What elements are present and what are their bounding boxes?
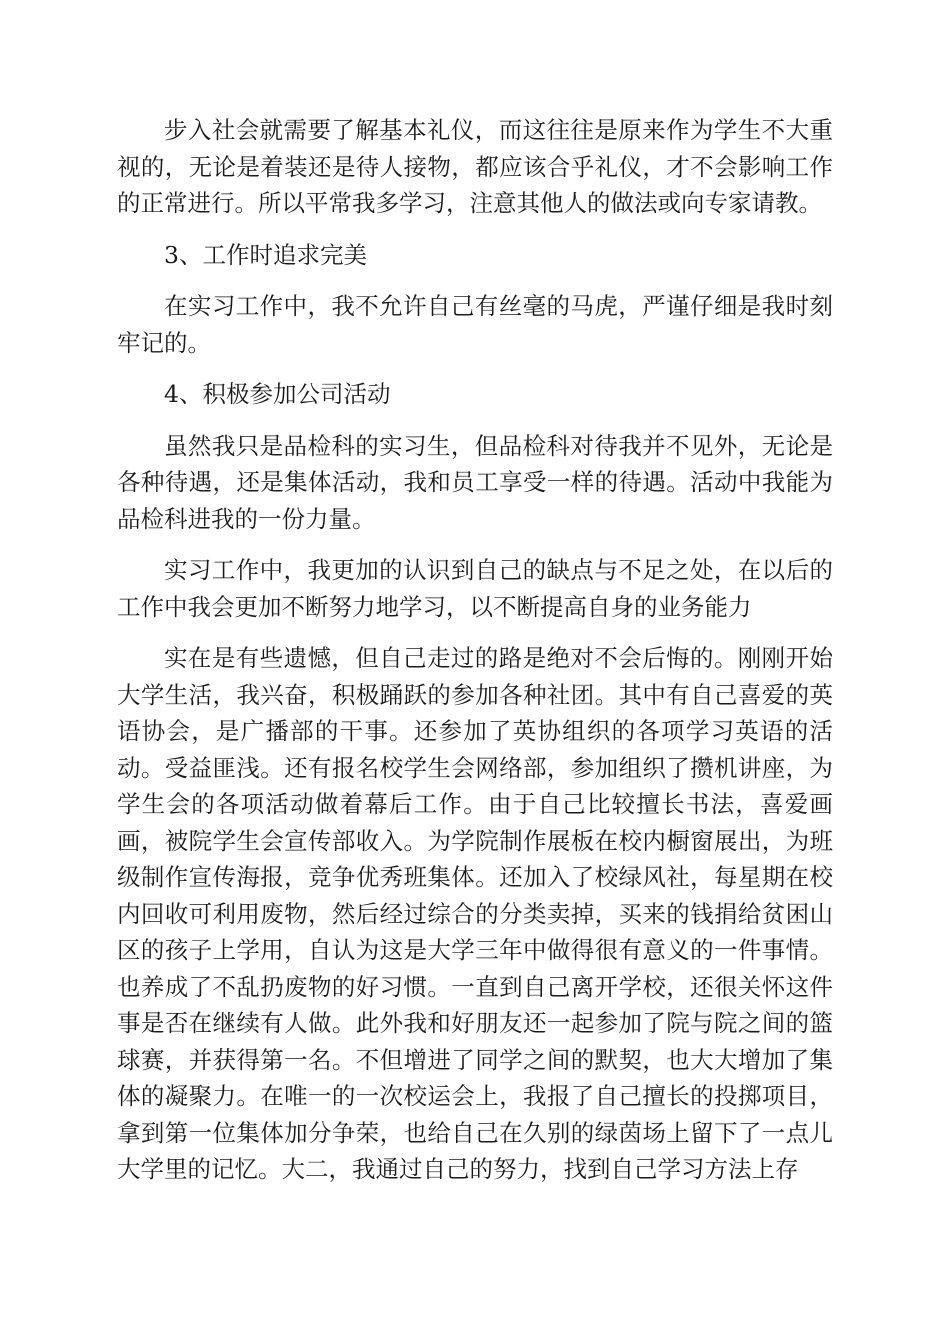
paragraph-company-activities: 虽然我只是品检科的实习生，但品检科对待我并不见外，无论是各种待遇，还是集体活动，我和员工享受一样的待遇。活动中我能为品检科进我的一份力量。: [117, 431, 833, 533]
paragraph-etiquette: 步入社会就需要了解基本礼仪，而这往往是原来作为学生不大重视的，无论是着装还是待人接物，都应该合乎礼仪，才不会影响工作的正常进行。所以平常我多学习，注意其他人的做法或向专家请教。: [117, 116, 833, 217]
paragraph-shortcomings: 实习工作中，我更加的认识到自己的缺点与不足之处，在以后的工作中我会更加不断努力地学习，以不断提高自身的业务能力: [117, 556, 833, 621]
paragraph-university-life: 实在是有些遗憾，但自己走过的路是绝对不会后悔的。刚刚开始大学生活，我兴奋，积极踊跃的参加各种社团。其中有自己喜爱的英语协会，是广播部的干事。还参加了英协组织的各项学习英语的活动。受益匪浅。还有报名校学生会网络部，参加组织了攒机讲座，为学生会的各项活动做着幕后工作。由于自己比较擅长书法，喜爱画画，被院学生会宣传部收入。为学院制作展板在校内橱窗展出，为班级制作宣传海报，竞争优秀班集体。还加入了校绿风社，每星期在校内回收可利用废物，然后经过综合的分类卖掉，买来的钱捐给贫困山区的孩子上学用，自认为这是大学三年中做得很有意义的一件事情。也养成了不乱扔废物的好习惯。一直到自己离开学校，还很关怀这件事是否在继续有人做。此外我和好朋友还一起参加了院与院之间的篮球赛，并获得第一名。不但增进了同学之间的默契，也大大增加了集体的凝聚力。在唯一的一次校运会上，我报了自己擅长的投掷项目，拿到第一位集体加分争荣，也给自己在久别的绿茵场上留下了一点儿大学里的记忆。大二，我通过自己的努力，找到自己学习方法上存: [117, 644, 833, 1183]
paragraph-perfection: 在实习工作中，我不允许自己有丝毫的马虎，严谨仔细是我时刻牢记的。: [117, 292, 833, 357]
section-heading-4: 4、积极参加公司活动: [164, 380, 391, 408]
section-heading-3: 3、工作时追求完美: [164, 240, 367, 269]
document-page: [117, 112, 833, 1203]
